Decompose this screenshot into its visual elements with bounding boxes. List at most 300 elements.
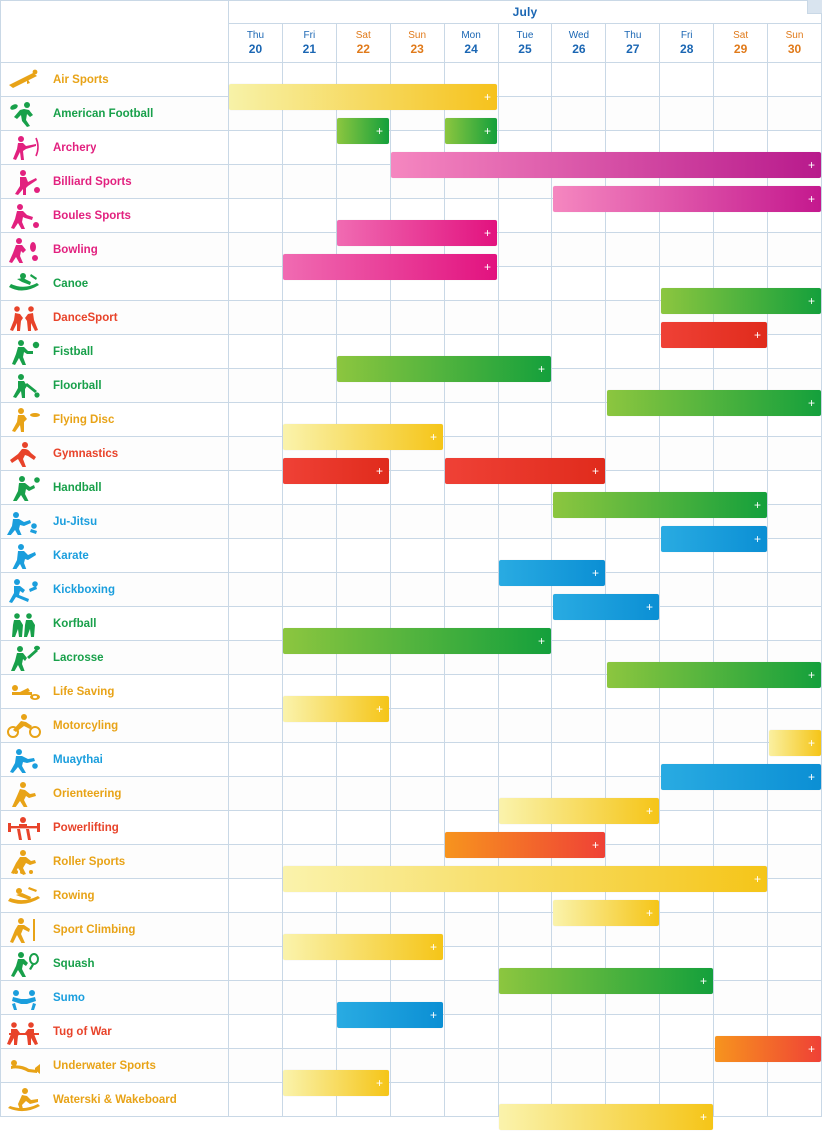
scroll-corner[interactable] (807, 0, 822, 14)
day-slot[interactable] (444, 1049, 498, 1083)
bar-add-icon[interactable]: + (429, 430, 437, 444)
day-slot[interactable] (444, 505, 498, 539)
sport-label-cell[interactable] (1, 301, 229, 335)
day-header-24[interactable] (444, 24, 498, 63)
day-slot[interactable] (498, 199, 552, 233)
sport-name[interactable]: Waterski & Wakeboard (53, 1093, 177, 1106)
day-slot[interactable] (498, 709, 552, 743)
day-slot[interactable] (229, 607, 283, 641)
bar-add-icon[interactable]: + (699, 1110, 707, 1124)
schedule-bar[interactable] (229, 84, 497, 110)
sport-name[interactable]: Underwater Sports (53, 1059, 156, 1072)
day-slot[interactable] (552, 641, 606, 675)
day-slot[interactable] (444, 573, 498, 607)
day-slot[interactable] (768, 335, 822, 369)
day-slot[interactable] (229, 709, 283, 743)
day-slot[interactable] (444, 981, 498, 1015)
sport-name[interactable]: American Football (53, 107, 154, 120)
day-slot[interactable] (282, 165, 336, 199)
day-header-25[interactable] (498, 24, 552, 63)
day-slot[interactable] (390, 471, 444, 505)
schedule-bar[interactable] (499, 560, 605, 586)
schedule-bar[interactable] (499, 968, 713, 994)
sport-label-cell[interactable] (1, 913, 229, 947)
sport-label-cell[interactable] (1, 97, 229, 131)
sport-label-cell[interactable] (1, 63, 229, 97)
sport-name[interactable]: Handball (53, 481, 102, 494)
day-slot[interactable] (229, 845, 283, 879)
day-slot[interactable] (714, 1083, 768, 1117)
sport-label-cell[interactable] (1, 1049, 229, 1083)
schedule-bar[interactable] (283, 934, 443, 960)
day-slot[interactable] (444, 1015, 498, 1049)
bar-add-icon[interactable]: + (807, 736, 815, 750)
sport-label-cell[interactable] (1, 743, 229, 777)
day-slot[interactable] (606, 301, 660, 335)
sport-label-cell[interactable] (1, 539, 229, 573)
day-slot[interactable] (660, 709, 714, 743)
day-slot[interactable] (229, 471, 283, 505)
bar-add-icon[interactable]: + (807, 1042, 815, 1056)
day-slot[interactable] (768, 97, 822, 131)
schedule-bar[interactable] (769, 730, 821, 756)
day-slot[interactable] (444, 777, 498, 811)
sport-name[interactable]: Air Sports (53, 73, 109, 86)
day-slot[interactable] (390, 777, 444, 811)
day-header-29[interactable] (714, 24, 768, 63)
bar-add-icon[interactable]: + (375, 702, 383, 716)
day-slot[interactable] (444, 743, 498, 777)
day-slot[interactable] (282, 335, 336, 369)
day-slot[interactable] (660, 97, 714, 131)
day-slot[interactable] (282, 301, 336, 335)
day-slot[interactable] (498, 1049, 552, 1083)
day-header-22[interactable] (336, 24, 390, 63)
day-slot[interactable] (229, 539, 283, 573)
sport-name[interactable]: Tug of War (53, 1025, 112, 1038)
day-slot[interactable] (229, 1049, 283, 1083)
sport-label-cell[interactable] (1, 233, 229, 267)
day-slot[interactable] (768, 437, 822, 471)
sport-label-cell[interactable] (1, 199, 229, 233)
schedule-bar[interactable] (283, 458, 389, 484)
bar-add-icon[interactable]: + (645, 600, 653, 614)
day-slot[interactable] (229, 573, 283, 607)
day-slot[interactable] (390, 675, 444, 709)
bar-add-icon[interactable]: + (753, 532, 761, 546)
day-slot[interactable] (498, 301, 552, 335)
day-slot[interactable] (606, 63, 660, 97)
day-slot[interactable] (229, 437, 283, 471)
day-slot[interactable] (552, 369, 606, 403)
day-slot[interactable] (282, 1015, 336, 1049)
day-slot[interactable] (660, 573, 714, 607)
sport-name[interactable]: Kickboxing (53, 583, 115, 596)
day-slot[interactable] (390, 1049, 444, 1083)
bar-add-icon[interactable]: + (483, 90, 491, 104)
day-slot[interactable] (606, 743, 660, 777)
bar-add-icon[interactable]: + (699, 974, 707, 988)
bar-add-icon[interactable]: + (591, 464, 599, 478)
day-slot[interactable] (336, 505, 390, 539)
day-slot[interactable] (390, 743, 444, 777)
sport-name[interactable]: Squash (53, 957, 95, 970)
sport-name[interactable]: Lacrosse (53, 651, 104, 664)
day-slot[interactable] (498, 505, 552, 539)
day-slot[interactable] (282, 573, 336, 607)
day-slot[interactable] (390, 573, 444, 607)
bar-add-icon[interactable]: + (483, 226, 491, 240)
day-slot[interactable] (229, 165, 283, 199)
day-slot[interactable] (229, 369, 283, 403)
bar-add-icon[interactable]: + (645, 804, 653, 818)
day-slot[interactable] (282, 811, 336, 845)
sport-name[interactable]: Karate (53, 549, 89, 562)
schedule-bar[interactable] (607, 390, 821, 416)
sport-label-cell[interactable] (1, 1015, 229, 1049)
day-slot[interactable] (229, 641, 283, 675)
day-slot[interactable] (229, 1015, 283, 1049)
bar-add-icon[interactable]: + (807, 294, 815, 308)
bar-add-icon[interactable]: + (753, 498, 761, 512)
schedule-bar[interactable] (553, 594, 659, 620)
schedule-bar[interactable] (661, 288, 821, 314)
day-slot[interactable] (714, 63, 768, 97)
day-slot[interactable] (660, 811, 714, 845)
sport-name[interactable]: Life Saving (53, 685, 115, 698)
day-slot[interactable] (282, 981, 336, 1015)
day-slot[interactable] (444, 301, 498, 335)
sport-label-cell[interactable] (1, 845, 229, 879)
day-header-21[interactable] (282, 24, 336, 63)
schedule-bar[interactable] (445, 118, 497, 144)
day-slot[interactable] (768, 505, 822, 539)
day-slot[interactable] (282, 131, 336, 165)
schedule-bar[interactable] (661, 526, 767, 552)
bar-add-icon[interactable]: + (807, 192, 815, 206)
day-header-27[interactable] (606, 24, 660, 63)
day-slot[interactable] (229, 981, 283, 1015)
sport-name[interactable]: DanceSport (53, 311, 118, 324)
day-slot[interactable] (660, 233, 714, 267)
sport-name[interactable]: Gymnastics (53, 447, 119, 460)
day-slot[interactable] (552, 63, 606, 97)
day-slot[interactable] (714, 437, 768, 471)
day-slot[interactable] (336, 777, 390, 811)
day-slot[interactable] (714, 709, 768, 743)
day-number: 20 (248, 42, 263, 56)
bar-add-icon[interactable]: + (753, 328, 761, 342)
day-header-28[interactable] (660, 24, 714, 63)
schedule-bar[interactable] (283, 628, 551, 654)
day-slot[interactable] (660, 913, 714, 947)
day-slot[interactable] (768, 233, 822, 267)
sport-label-cell[interactable] (1, 607, 229, 641)
sport-name[interactable]: Orienteering (53, 787, 122, 800)
day-slot[interactable] (229, 1083, 283, 1117)
day-slot[interactable] (552, 267, 606, 301)
sport-name[interactable]: Sport Climbing (53, 923, 136, 936)
schedule-bar[interactable] (337, 118, 389, 144)
sport-label-cell[interactable] (1, 811, 229, 845)
bar-add-icon[interactable]: + (807, 158, 815, 172)
day-slot[interactable] (229, 267, 283, 301)
day-slot[interactable] (336, 743, 390, 777)
day-slot[interactable] (444, 913, 498, 947)
sport-name[interactable]: Fistball (53, 345, 94, 358)
sport-name[interactable]: Archery (53, 141, 97, 154)
sport-name[interactable]: Korfball (53, 617, 97, 630)
schedule-bar[interactable] (445, 458, 605, 484)
day-slot[interactable] (552, 233, 606, 267)
day-slot[interactable] (606, 539, 660, 573)
day-slot[interactable] (229, 131, 283, 165)
day-slot[interactable] (229, 947, 283, 981)
day-slot[interactable] (768, 607, 822, 641)
day-slot[interactable] (444, 675, 498, 709)
bar-add-icon[interactable]: + (591, 838, 599, 852)
bar-add-icon[interactable]: + (483, 260, 491, 274)
bar-add-icon[interactable]: + (591, 566, 599, 580)
bar-add-icon[interactable]: + (375, 1076, 383, 1090)
day-slot[interactable] (606, 1015, 660, 1049)
day-slot[interactable] (498, 743, 552, 777)
day-slot[interactable] (229, 675, 283, 709)
day-slot[interactable] (444, 947, 498, 981)
day-slot[interactable] (714, 981, 768, 1015)
sport-name[interactable]: Boules Sports (53, 209, 131, 222)
day-slot[interactable] (444, 403, 498, 437)
sport-label-cell[interactable] (1, 437, 229, 471)
bar-add-icon[interactable]: + (807, 396, 815, 410)
day-header-30[interactable] (768, 24, 822, 63)
schedule-bar[interactable] (283, 696, 389, 722)
sport-name[interactable]: Roller Sports (53, 855, 126, 868)
schedule-bar[interactable] (661, 322, 767, 348)
day-slot[interactable] (552, 1049, 606, 1083)
day-slot[interactable] (714, 97, 768, 131)
day-slot[interactable] (606, 335, 660, 369)
schedule-bar[interactable] (553, 900, 659, 926)
day-header-23[interactable] (390, 24, 444, 63)
day-slot[interactable] (660, 1015, 714, 1049)
day-slot[interactable] (336, 301, 390, 335)
day-slot[interactable] (229, 743, 283, 777)
day-slot[interactable] (714, 233, 768, 267)
sport-name[interactable]: Rowing (53, 889, 95, 902)
day-slot[interactable] (768, 947, 822, 981)
day-slot[interactable] (714, 947, 768, 981)
bar-add-icon[interactable]: + (807, 668, 815, 682)
day-slot[interactable] (552, 403, 606, 437)
day-slot[interactable] (552, 743, 606, 777)
bar-add-icon[interactable]: + (537, 634, 545, 648)
sport-label-cell[interactable] (1, 947, 229, 981)
bar-add-icon[interactable]: + (807, 770, 815, 784)
day-slot[interactable] (768, 879, 822, 913)
day-slot[interactable] (552, 675, 606, 709)
sport-label-cell[interactable] (1, 1083, 229, 1117)
day-slot[interactable] (444, 1083, 498, 1117)
day-slot[interactable] (282, 199, 336, 233)
day-slot[interactable] (552, 97, 606, 131)
bar-add-icon[interactable]: + (645, 906, 653, 920)
day-slot[interactable] (229, 199, 283, 233)
day-slot[interactable] (606, 1049, 660, 1083)
sport-name[interactable]: Flying Disc (53, 413, 115, 426)
sport-label-cell[interactable] (1, 777, 229, 811)
day-slot[interactable] (229, 879, 283, 913)
bar-add-icon[interactable]: + (537, 362, 545, 376)
bar-add-icon[interactable]: + (429, 940, 437, 954)
day-slot[interactable] (714, 607, 768, 641)
day-slot[interactable] (282, 539, 336, 573)
day-slot[interactable] (229, 913, 283, 947)
day-slot[interactable] (282, 369, 336, 403)
day-slot[interactable] (390, 505, 444, 539)
day-slot[interactable] (229, 233, 283, 267)
day-slot[interactable] (498, 97, 552, 131)
schedule-bar[interactable] (499, 1104, 713, 1130)
sport-label-cell[interactable] (1, 505, 229, 539)
sport-label-cell[interactable] (1, 675, 229, 709)
sport-name[interactable]: Billiard Sports (53, 175, 132, 188)
day-slot[interactable] (282, 505, 336, 539)
bar-add-icon[interactable]: + (375, 464, 383, 478)
day-slot[interactable] (768, 63, 822, 97)
day-slot[interactable] (552, 301, 606, 335)
sport-label-cell[interactable] (1, 403, 229, 437)
sport-name[interactable]: Ju-Jitsu (53, 515, 98, 528)
schedule-bar[interactable] (283, 866, 767, 892)
day-slot[interactable] (498, 63, 552, 97)
day-slot[interactable] (714, 573, 768, 607)
day-slot[interactable] (390, 811, 444, 845)
day-slot[interactable] (714, 913, 768, 947)
day-slot[interactable] (768, 1083, 822, 1117)
sport-label-cell[interactable] (1, 879, 229, 913)
day-slot[interactable] (229, 335, 283, 369)
day-slot[interactable] (768, 471, 822, 505)
schedule-bar[interactable] (553, 492, 767, 518)
day-header-20[interactable] (229, 24, 283, 63)
sport-name[interactable]: Powerlifting (53, 821, 119, 834)
bar-add-icon[interactable]: + (753, 872, 761, 886)
sport-label-cell[interactable] (1, 267, 229, 301)
bar-add-icon[interactable]: + (375, 124, 383, 138)
day-slot[interactable] (498, 233, 552, 267)
sport-label-cell[interactable] (1, 471, 229, 505)
day-slot[interactable] (660, 1049, 714, 1083)
schedule-bar[interactable] (445, 832, 605, 858)
day-slot[interactable] (390, 709, 444, 743)
schedule-bar[interactable] (283, 254, 497, 280)
day-slot[interactable] (498, 403, 552, 437)
sport-label-cell[interactable] (1, 165, 229, 199)
day-slot[interactable] (390, 539, 444, 573)
day-slot[interactable] (444, 539, 498, 573)
day-slot[interactable] (768, 539, 822, 573)
schedule-bar[interactable] (337, 220, 497, 246)
day-slot[interactable] (768, 981, 822, 1015)
day-slot[interactable] (282, 777, 336, 811)
schedule-bar[interactable] (661, 764, 821, 790)
bar-add-icon[interactable]: + (429, 1008, 437, 1022)
day-slot[interactable] (768, 913, 822, 947)
day-slot[interactable] (498, 267, 552, 301)
day-slot[interactable] (606, 267, 660, 301)
day-slot[interactable] (336, 539, 390, 573)
sport-label-cell[interactable] (1, 573, 229, 607)
day-slot[interactable] (606, 437, 660, 471)
sport-label-cell[interactable] (1, 335, 229, 369)
sport-label-cell[interactable] (1, 131, 229, 165)
sport-label-cell[interactable] (1, 709, 229, 743)
day-slot[interactable] (552, 709, 606, 743)
sport-name[interactable]: Canoe (53, 277, 89, 290)
schedule-bar[interactable] (337, 1002, 443, 1028)
day-slot[interactable] (552, 335, 606, 369)
day-header-26[interactable] (552, 24, 606, 63)
day-slot[interactable] (552, 1015, 606, 1049)
schedule-bar[interactable] (607, 662, 821, 688)
schedule-bar[interactable] (499, 798, 659, 824)
day-slot[interactable] (768, 573, 822, 607)
sport-name[interactable]: Muaythai (53, 753, 103, 766)
day-slot[interactable] (498, 913, 552, 947)
bar-add-icon[interactable]: + (483, 124, 491, 138)
day-slot[interactable] (768, 811, 822, 845)
day-slot[interactable] (606, 97, 660, 131)
day-slot[interactable] (606, 709, 660, 743)
day-slot[interactable] (768, 845, 822, 879)
schedule-bar[interactable] (337, 356, 551, 382)
day-slot[interactable] (229, 777, 283, 811)
sport-label-cell[interactable] (1, 369, 229, 403)
day-slot[interactable] (714, 811, 768, 845)
day-slot[interactable] (282, 743, 336, 777)
schedule-bar[interactable] (283, 424, 443, 450)
gymnastics-icon (1, 439, 47, 469)
day-slot[interactable] (390, 301, 444, 335)
schedule-bar[interactable] (715, 1036, 821, 1062)
day-slot[interactable] (498, 675, 552, 709)
day-slot[interactable] (336, 165, 390, 199)
day-slot[interactable] (229, 505, 283, 539)
day-slot[interactable] (390, 1083, 444, 1117)
day-slot[interactable] (660, 63, 714, 97)
day-slot[interactable] (336, 573, 390, 607)
sport-label-cell[interactable] (1, 981, 229, 1015)
day-slot[interactable] (660, 437, 714, 471)
sport-name[interactable]: Sumo (53, 991, 85, 1004)
day-slot[interactable] (498, 1015, 552, 1049)
sport-name[interactable]: Floorball (53, 379, 102, 392)
schedule-bar[interactable] (391, 152, 821, 178)
day-slot[interactable] (229, 811, 283, 845)
schedule-bar[interactable] (553, 186, 821, 212)
sport-name[interactable]: Motorcyling (53, 719, 119, 732)
day-slot[interactable] (229, 403, 283, 437)
sport-label-cell[interactable] (1, 641, 229, 675)
day-slot[interactable] (229, 301, 283, 335)
day-slot[interactable] (606, 233, 660, 267)
day-slot[interactable] (444, 709, 498, 743)
schedule-bar[interactable] (283, 1070, 389, 1096)
day-slot[interactable] (336, 811, 390, 845)
sport-name[interactable]: Bowling (53, 243, 98, 256)
day-slot[interactable] (660, 607, 714, 641)
